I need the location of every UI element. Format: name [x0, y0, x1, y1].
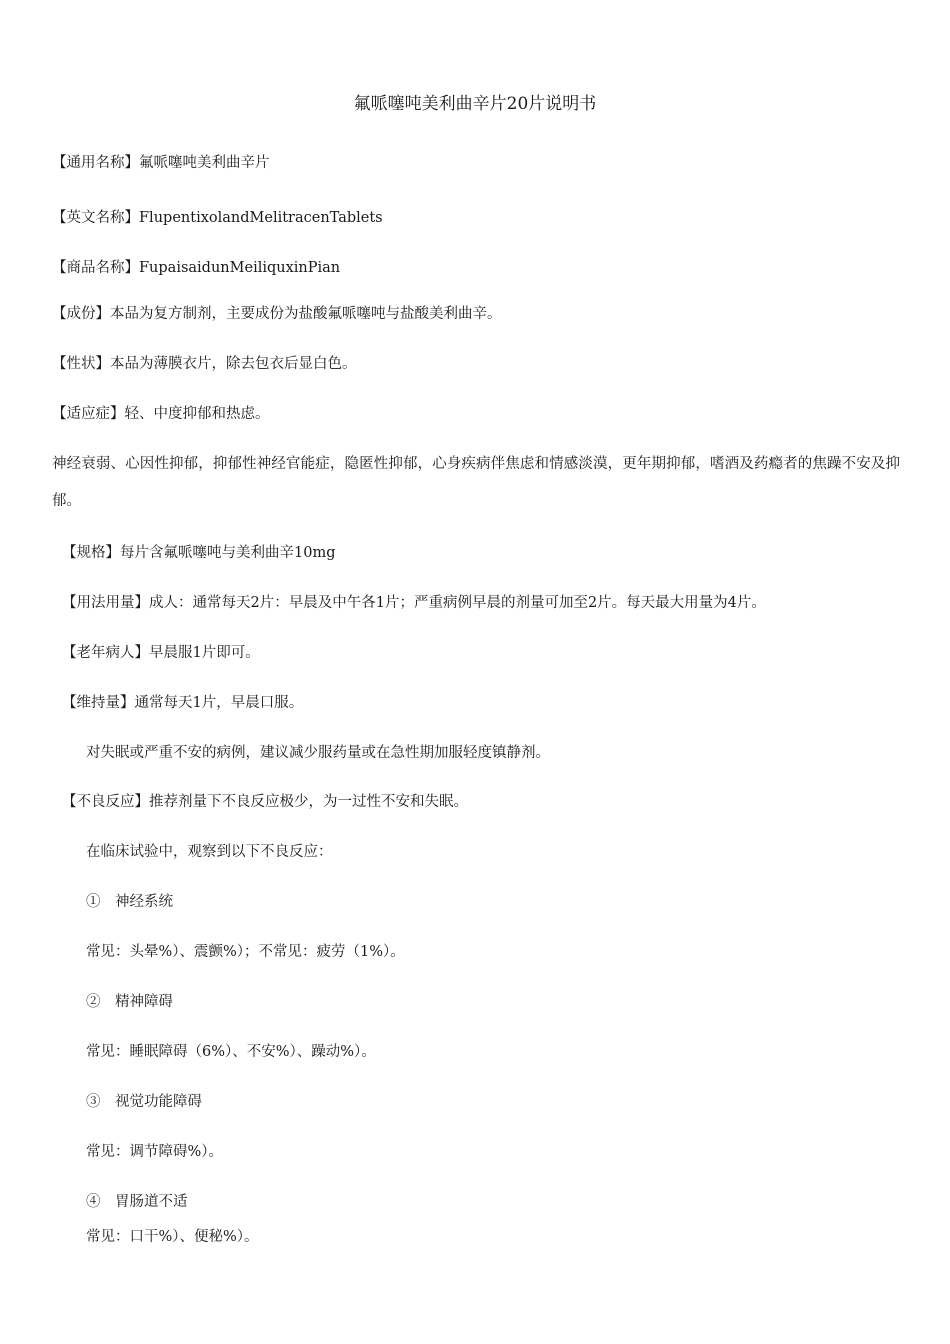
appearance-line: 【性状】本品为薄膜衣片，除去包衣后显白色。	[52, 356, 357, 372]
specification-line: 【规格】每片含氟哌噻吨与美利曲辛10mg	[62, 545, 336, 561]
visual-detail: 常见：调节障碍%）。	[86, 1144, 224, 1160]
psychiatric-heading: ② 精神障碍	[86, 994, 173, 1010]
adverse-reactions-line: 【不良反应】推荐剂量下不良反应极少，为一过性不安和失眠。	[62, 794, 468, 810]
psychiatric-detail: 常见：睡眠障碍（6%）、不安%）、躁动%）。	[86, 1044, 376, 1060]
elderly-patients-line: 【老年病人】早晨服1片即可。	[62, 645, 260, 661]
visual-heading: ③ 视觉功能障碍	[86, 1094, 202, 1110]
clinical-trials-line: 在临床试验中，观察到以下不良反应：	[86, 844, 333, 860]
indications-line: 【适应症】轻、中度抑郁和热虑。	[52, 406, 270, 422]
maintenance-dose-line: 【维持量】通常每天1片，早晨口服。	[62, 695, 304, 711]
document-title: 氟哌噻吨美利曲辛片20片说明书	[353, 94, 597, 114]
generic-name-line: 【通用名称】氟哌噻吨美利曲辛片	[52, 155, 270, 171]
indications-detail-paragraph: 神经衰弱、心因性抑郁，抑郁性神经官能症，隐匿性抑郁，心身疾病伴焦虑和情感淡漠，更年期抑郁，嗜酒及药瘾者的焦躁不安及抑郁。	[52, 456, 900, 509]
insomnia-note-line: 对失眠或严重不安的病例，建议减少服药量或在急性期加服轻度镇静剂。	[86, 745, 550, 761]
gastrointestinal-detail: 常见：口干%）、便秘%）。	[86, 1229, 259, 1245]
nervous-system-heading: ① 神经系统	[86, 894, 173, 910]
english-name-line: 【英文名称】FlupentixolandMelitracenTablets	[52, 210, 383, 226]
nervous-system-detail: 常见：头晕%）、震颤%）；不常见：疲劳（1%）。	[86, 944, 405, 960]
gastrointestinal-heading: ④ 胃肠道不适	[86, 1194, 188, 1210]
trade-name-line: 【商品名称】FupaisaidunMeiliquxinPian	[52, 260, 341, 276]
ingredients-line: 【成份】本品为复方制剂，主要成份为盐酸氟哌噻吨与盐酸美利曲辛。	[52, 306, 502, 322]
dosage-line: 【用法用量】成人：通常每天2片：早晨及中午各1片；严重病例早晨的剂量可加至2片。每天最大用量为4片。	[62, 595, 766, 611]
